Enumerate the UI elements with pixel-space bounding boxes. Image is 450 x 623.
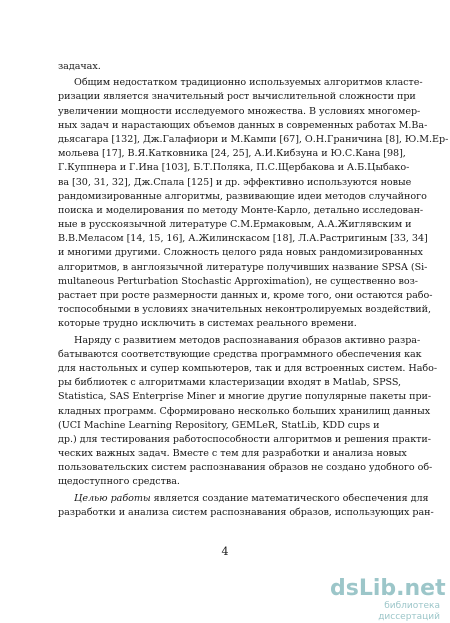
watermark-subtitle: библиотека диссертаций [378,601,440,622]
text-line: ры библиотек с алгоритмами кластеризации входят в Matlab, SPSS, [58,377,402,389]
text-line: батываются соответствующие средства программного обеспечения как [58,348,422,360]
text-line: разработки и анализа систем распознавания образов, использующих ран- [58,506,434,518]
document-body [58,60,449,522]
watermark-logo: dsLib.net [330,576,446,601]
text-line: Statistica, SAS Enterprise Miner и многие другие популярные пакеты при- [58,391,432,403]
text-line: рандомизированные алгоритмы, развивающие идеи методов случайного [58,190,427,202]
text-fragment: является создание математического обеспечения для [150,492,429,504]
text-line: ва [30, 31, 32], Дж.Спала [125] и др. эффективно используются новые [58,176,412,188]
text-line: и многими другими. Сложность целого ряда новых рандомизированных [58,247,423,259]
text-line: пользовательских систем распознавания образов не создано удобного об- [58,462,433,474]
text-line: (UCI Machine Learning Repository, GEMLeR, StatLib, KDD cups и [58,419,380,431]
text-line: которые трудно исключить в системах реального времени. [58,318,357,330]
watermark [330,576,446,623]
text-line: поиска и моделирования по методу Монте-Карло, детально исследован- [58,204,424,216]
text-line: ческих важных задач. Вместе с тем для разработки и анализа новых [58,448,407,460]
text-line: Наряду с развитием методов распознавания образов активно разра- [74,334,421,346]
text-line: тоспособными в условиях значительных неконтролируемых воздействий, [58,304,431,316]
paragraph-2 [58,334,438,490]
text-line: щедоступного средства. [58,476,180,488]
paragraph-3 [58,492,434,520]
page-number: 4 [221,545,229,558]
text-line: для настольных и супер компьютеров, так и для встроенных систем. Набо- [58,362,438,374]
paragraph-1 [58,76,449,331]
text-line: ные в русскоязычной литературе С.М.Ермаковым, А.А.Жиглявским и [58,219,412,231]
text-line: ных задач и нарастающих объемов данных в современных работах М.Ва- [58,119,428,131]
paragraph-0 [58,60,398,74]
text-line: В.В.Меласом [14, 15, 16], А.Жилинскасом [18], Л.А.Растригиным [33, 34] [58,233,428,245]
text-line: Г.Куппнера и Г.Ина [103], Б.Т.Поляка, П.С.Щербакова и А.Б.Цыбако- [58,162,410,174]
italic-lead: Целью работы [74,492,151,504]
text-line: мольева [17], В.Я.Катковника [24, 25], А.И.Кибзуна и Ю.С.Кана [98], [58,148,406,160]
text-line: растает при росте размерности данных и, кроме того, они остаются рабо- [58,290,433,301]
text-line: алгоритмов, в англоязычной литературе получивших название SPSA (Si- [58,261,428,273]
text-line: др.) для тестирования работоспособности алгоритмов и решения практи- [58,433,431,445]
text-line: multaneous Perturbation Stochastic Approximation), не существенно воз- [58,275,418,287]
text-line: Общим недостатком традиционно используемых алгоритмов класте- [74,77,423,89]
text-line: дьясагара [132], Дж.Галафиори и М.Кампи [67], О.Н.Граничина [8], Ю.М.Ер- [58,133,449,145]
text-line: увеличении мощности исследуемого множества. В условиях многомер- [58,105,421,117]
text-line: кладных программ. Сформировано несколько больших хранилищ данных [58,405,431,417]
text-line: ризации является значительный рост вычислительной сложности при [58,91,416,103]
text-line: задачах. [58,61,101,72]
text-line [58,492,429,506]
